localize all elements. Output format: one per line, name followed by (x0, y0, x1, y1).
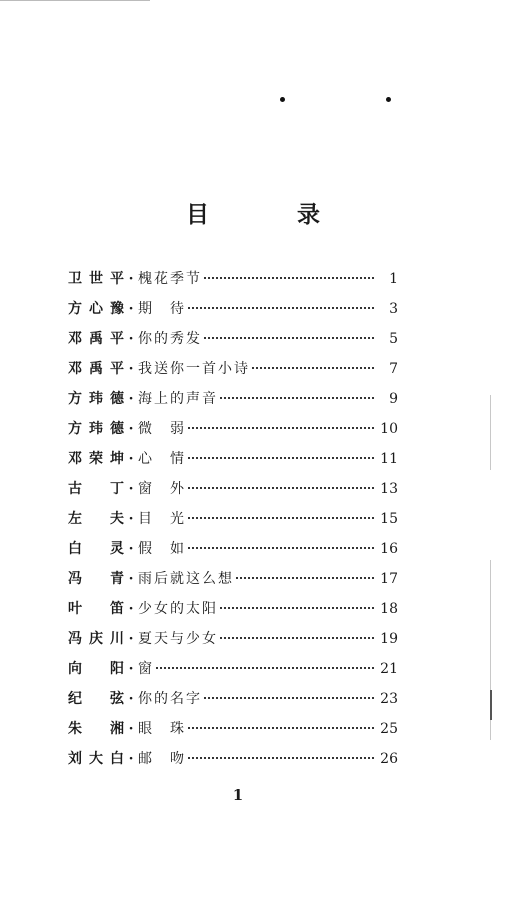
toc-author-char: 禹 (89, 331, 103, 347)
toc-separator: · (128, 391, 134, 407)
toc-author-char: 庆 (89, 631, 103, 647)
toc-author-char: 笛 (110, 601, 124, 617)
toc-work-title: 夏天与少女 (138, 631, 218, 647)
toc-author (68, 358, 124, 378)
toc-page-number: 15 (380, 511, 398, 527)
toc-author-char: 邓 (68, 331, 82, 347)
toc-separator: · (128, 511, 134, 527)
toc-author-char: 方 (68, 391, 82, 407)
toc-dot-leader (188, 307, 374, 309)
toc-work-title: 眼 珠 (138, 721, 186, 737)
toc-author-char: 川 (110, 631, 124, 647)
toc-author-char: 夫 (110, 511, 124, 527)
toc-entry[interactable] (68, 478, 398, 508)
toc-author-char: 心 (89, 301, 103, 317)
toc-work-title: 我送你一首小诗 (138, 361, 250, 377)
toc-entry[interactable] (68, 688, 398, 718)
toc-page-number: 18 (380, 601, 398, 617)
toc-author-char: 白 (68, 541, 82, 557)
toc-dot-leader (188, 517, 374, 519)
toc-page-number: 1 (389, 271, 398, 287)
toc-page-number: 13 (380, 481, 398, 497)
toc-author-char: 灵 (110, 541, 124, 557)
toc-work-title: 假 如 (138, 541, 186, 557)
toc-entry[interactable] (68, 268, 398, 298)
toc-dot-leader (220, 637, 374, 639)
toc-separator: · (128, 421, 134, 437)
toc-page-number: 25 (380, 721, 398, 737)
toc-dot-leader (220, 397, 374, 399)
toc-work-title: 期 待 (138, 301, 186, 317)
toc-author-char: 坤 (110, 451, 124, 467)
toc-separator: · (128, 301, 134, 317)
toc-author-char: 大 (89, 751, 103, 767)
toc-work-title: 微 弱 (138, 421, 186, 437)
toc-author-char: 左 (68, 511, 82, 527)
toc-dot-leader (236, 577, 374, 579)
toc-author-char: 湘 (110, 721, 124, 737)
toc-dot-leader (188, 457, 374, 459)
page-number: 1 (232, 786, 244, 804)
toc-separator: · (128, 481, 134, 497)
toc-entry[interactable] (68, 358, 398, 388)
toc-page-number: 21 (380, 661, 398, 677)
toc-author (68, 748, 124, 768)
toc-work-title: 雨后就这么想 (138, 571, 234, 587)
toc-author-char: 弦 (110, 691, 124, 707)
scan-edge-mark (490, 690, 492, 720)
toc-work-title: 你的秀发 (138, 331, 202, 347)
toc-page-number: 7 (389, 361, 398, 377)
toc-page-number: 19 (380, 631, 398, 647)
toc-entry[interactable] (68, 598, 398, 628)
toc-entry[interactable] (68, 658, 398, 688)
toc-author-char: 冯 (68, 571, 82, 587)
toc-separator: · (128, 451, 134, 467)
toc-author-char: 平 (110, 271, 124, 287)
toc-separator: · (128, 331, 134, 347)
toc-dot-leader (156, 667, 374, 669)
toc-author-char: 禹 (89, 361, 103, 377)
toc-separator: · (128, 571, 134, 587)
toc-dot-leader (188, 547, 374, 549)
toc-separator: · (128, 631, 134, 647)
toc-author-char: 玮 (89, 421, 103, 437)
toc-entry[interactable] (68, 388, 398, 418)
toc-separator: · (128, 751, 134, 767)
toc-work-title: 槐花季节 (138, 271, 202, 287)
toc-entry[interactable] (68, 568, 398, 598)
toc-author-char: 冯 (68, 631, 82, 647)
toc-dot-leader (204, 697, 374, 699)
toc-author-char: 古 (68, 481, 82, 497)
table-of-contents (68, 268, 398, 778)
toc-author-char: 平 (110, 361, 124, 377)
toc-author-char: 世 (89, 271, 103, 287)
toc-page-number: 10 (380, 421, 398, 437)
toc-separator: · (128, 721, 134, 737)
toc-author (68, 388, 124, 408)
toc-author-char: 丁 (110, 481, 124, 497)
toc-entry[interactable] (68, 298, 398, 328)
toc-author-char: 豫 (110, 301, 124, 317)
toc-page-number: 11 (380, 451, 398, 467)
toc-entry[interactable] (68, 718, 398, 748)
toc-dot-leader (204, 337, 374, 339)
toc-work-title: 窗 (138, 661, 154, 677)
toc-dot-leader (188, 487, 374, 489)
toc-author-char: 叶 (68, 601, 82, 617)
toc-author-char: 玮 (89, 391, 103, 407)
page-title: 目 录 (185, 202, 360, 228)
toc-entry[interactable] (68, 448, 398, 478)
toc-author (68, 448, 124, 468)
toc-separator: · (128, 271, 134, 287)
toc-author (68, 538, 124, 558)
toc-author-char: 方 (68, 301, 82, 317)
toc-work-title: 目 光 (138, 511, 186, 527)
toc-work-title: 你的名字 (138, 691, 202, 707)
toc-entry[interactable] (68, 508, 398, 538)
toc-page-number: 17 (380, 571, 398, 587)
toc-author-char: 方 (68, 421, 82, 437)
toc-page-number: 9 (389, 391, 398, 407)
toc-entry[interactable] (68, 328, 398, 358)
toc-author-char: 德 (110, 421, 124, 437)
toc-author (68, 418, 124, 438)
toc-author-char: 荣 (89, 451, 103, 467)
toc-author-char: 向 (68, 661, 82, 677)
toc-separator: · (128, 361, 134, 377)
toc-author-char: 白 (110, 751, 124, 767)
toc-author (68, 628, 124, 648)
toc-work-title: 邮 吻 (138, 751, 186, 767)
toc-author-char: 朱 (68, 721, 82, 737)
toc-dot-leader (252, 367, 374, 369)
toc-author-char: 青 (110, 571, 124, 587)
ornament-dot-left (280, 97, 285, 102)
toc-separator: · (128, 601, 134, 617)
toc-work-title: 心 情 (138, 451, 186, 467)
toc-entry[interactable] (68, 418, 398, 448)
toc-author (68, 508, 124, 528)
top-edge-rule (0, 0, 150, 1)
toc-page-number: 26 (380, 751, 398, 767)
toc-work-title: 窗 外 (138, 481, 186, 497)
toc-separator: · (128, 541, 134, 557)
toc-author-char: 刘 (68, 751, 82, 767)
toc-entry[interactable] (68, 748, 398, 778)
toc-entry[interactable] (68, 538, 398, 568)
toc-page-number: 3 (389, 301, 398, 317)
toc-separator: · (128, 691, 134, 707)
toc-author (68, 598, 124, 618)
toc-author (68, 718, 124, 738)
toc-author-char: 纪 (68, 691, 82, 707)
toc-author-char: 卫 (68, 271, 82, 287)
toc-author-char: 阳 (110, 661, 124, 677)
toc-work-title: 少女的太阳 (138, 601, 218, 617)
toc-author (68, 658, 124, 678)
toc-author (68, 268, 124, 288)
toc-author (68, 478, 124, 498)
toc-author-char: 平 (110, 331, 124, 347)
toc-author-char: 邓 (68, 451, 82, 467)
toc-dot-leader (188, 427, 374, 429)
toc-dot-leader (204, 277, 374, 279)
toc-page-number: 5 (389, 331, 398, 347)
toc-author (68, 328, 124, 348)
toc-author (68, 298, 124, 318)
ornament-dot-right (386, 97, 391, 102)
toc-dot-leader (188, 727, 374, 729)
toc-author-char: 邓 (68, 361, 82, 377)
toc-author-char: 德 (110, 391, 124, 407)
toc-page-number: 23 (380, 691, 398, 707)
toc-work-title: 海上的声音 (138, 391, 218, 407)
scan-edge-line (490, 395, 491, 470)
toc-dot-leader (220, 607, 374, 609)
toc-entry[interactable] (68, 628, 398, 658)
toc-separator: · (128, 661, 134, 677)
toc-page-number: 16 (380, 541, 398, 557)
toc-dot-leader (188, 757, 374, 759)
toc-author (68, 568, 124, 588)
toc-author (68, 688, 124, 708)
